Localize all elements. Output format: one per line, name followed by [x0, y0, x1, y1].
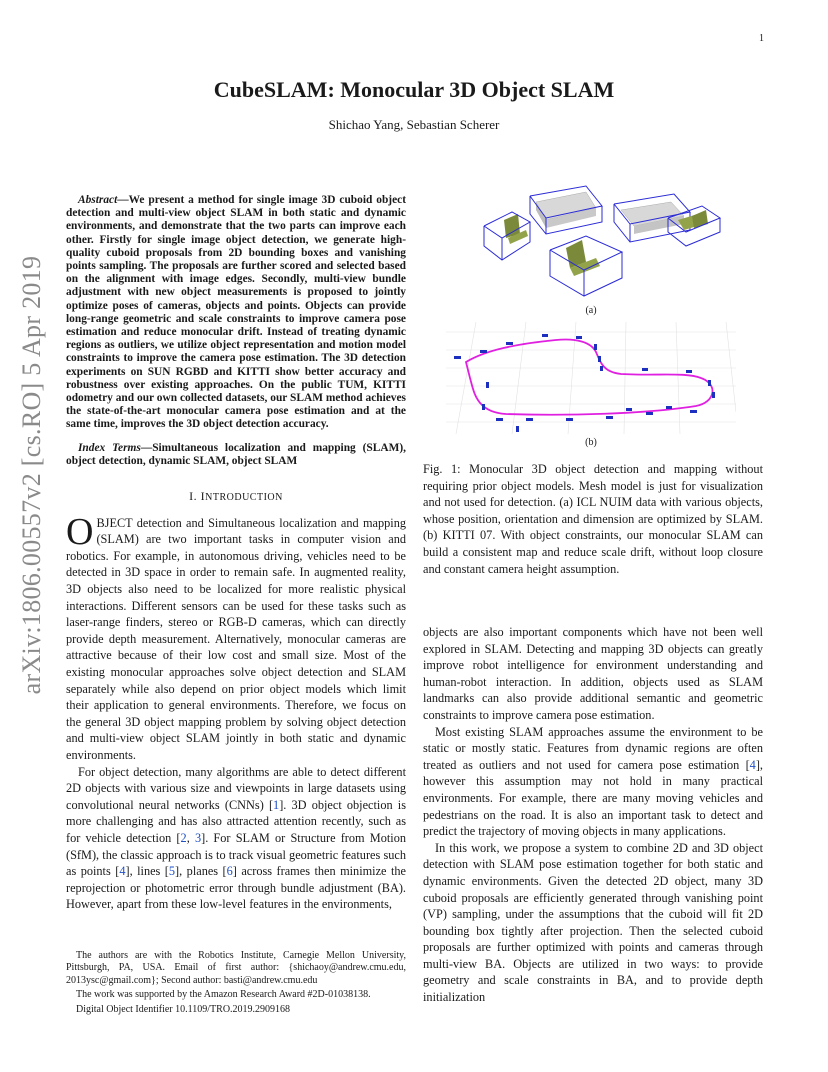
- footnotes: [66, 950, 406, 1018]
- index-terms-label: Index Terms: [78, 441, 141, 454]
- camera-trajectory: [466, 340, 712, 415]
- text-run: ] across frames then minimize the reprojection or photometric error through bundle adjustment (BA). However, apart from these low-level features in the environments,: [66, 864, 406, 912]
- text-run: For object detection, many algorithms are able to detect different 2D objects with various size and viewpoints in large datasets using convolutional neural networks (CNNs) [: [66, 764, 406, 812]
- right-column: [423, 624, 763, 1006]
- sofa-cuboid-1: [530, 186, 602, 234]
- chair-cuboid-2: [550, 236, 622, 296]
- arxiv-stamp: arXiv:1806.00557v2 [cs.RO] 5 Apr 2019: [17, 255, 46, 695]
- section-first-letter: I: [200, 489, 206, 504]
- citation-link[interactable]: 2: [180, 830, 187, 845]
- paper-authors: Shichao Yang, Sebastian Scherer: [328, 117, 500, 132]
- right-paragraph-2: [423, 724, 763, 840]
- intro-paragraph-2: [66, 764, 406, 913]
- left-column: [66, 194, 406, 913]
- dropcap: O: [66, 510, 94, 553]
- right-paragraph-3: In this work, we propose a system to combine 2D and 3D object detection with SLAM pose estimation together for both static and dynamic environments. Given the detected 2D object, many 3D cuboid proposals are efficiently generated through vanishing point (VP) sampling, under the assumptions that the cuboid will fit 2D bounding box tightly after projection. Then the selected cuboid proposals are further optimized with points and cameras through multi-view BA. Objects are utilized in two ways: to provide geometry and scale constraints in BA, and to provide depth initialization: [423, 840, 763, 1005]
- citation-link[interactable]: 4: [749, 757, 756, 772]
- text-run: ], lines [: [125, 864, 169, 879]
- footnote-doi: Digital Object Identifier 10.1109/TRO.2019.2909168: [76, 1003, 291, 1015]
- object-markers: [454, 334, 715, 432]
- figure-1b-label: (b): [585, 437, 597, 448]
- text-run: Most existing SLAM approaches assume the environment to be static or mostly static. Features from dynamic regions are often treated as outliers and not used for camera pose estimation [: [423, 724, 763, 772]
- citation-link[interactable]: 4: [119, 864, 126, 879]
- citation-link[interactable]: 3: [194, 830, 202, 845]
- citation-link[interactable]: 5: [168, 864, 176, 879]
- text-run: ]. For SLAM or Structure from Motion (SfM), the classic approach is to track visual geometric features such as points [: [66, 830, 406, 879]
- text-run: ], however this assumption may not hold in many practical environments. For example, there are many moving vehicles and pedestrians on the road. It is also an important task to detect and predict the trajectory of moving objects in many applications.: [423, 757, 763, 839]
- figure-1a-icl-nuim-objects: [446, 180, 736, 305]
- sofa-cuboid-2: [614, 194, 690, 242]
- ground-grid: [446, 322, 736, 434]
- page-number: 1: [759, 33, 764, 44]
- citation-link[interactable]: 1: [273, 797, 280, 812]
- section-numeral: I.: [189, 489, 198, 504]
- right-paragraph-1: objects are also important components which have not been well explored in SLAM. Detecting and mapping 3D objects can greatly improve robot intelligence for environment understanding and human-robot interaction. In addition, objects used as SLAM landmarks can also provide additional semantic and geometric constraints to improve camera pose estimation.: [423, 625, 763, 722]
- text-run: ], planes [: [175, 864, 227, 879]
- section-heading-introduction: [66, 488, 406, 507]
- chair-cuboid-1: [484, 212, 530, 260]
- intro-p1-text: BJECT detection and Simultaneous localization and mapping (SLAM) are two important tasks in computer vision and robotics. For example, in autonomous driving, vehicles need to be detected in 3D space in order to remain safe. In augmented reality, 3D objects also need to be localized for more realistic physical interactions. Different sensors can be used for these tasks such as laser-range finders, stereo or RGB-D cameras, which can directly provide depth measurement. Alternatively, monocular cameras are attractive because of their low cost and small size. Most of the existing monocular approaches solve object detection and SLAM separately while also depend on prior object models which limit their application to general environments. Therefore, we focus on the general 3D object mapping problem by solving object detection and multi-view object SLAM jointly in both static and dynamic environments.: [66, 515, 406, 762]
- abstract: [66, 194, 406, 432]
- text-run: ]. 3D object objection is more challenging and has also attracted attention recently, such as for vehicle detection [: [66, 797, 406, 845]
- footnote-funding: The work was supported by the Amazon Research Award #2D-01038138.: [76, 989, 371, 1001]
- text-run: ,: [186, 830, 195, 845]
- index-terms: [66, 442, 406, 468]
- citation-link[interactable]: 6: [226, 864, 233, 879]
- abstract-label: Abstract: [78, 194, 118, 206]
- footnote-affiliation: The authors are with the Robotics Institute, Carnegie Mellon University, Pittsburgh, PA, USA. Email of first author: {shichaoy@andrew.cmu.edu, 2013ysc@gmail.com}; Second author: basti@andrew.cmu.edu: [66, 950, 406, 986]
- figure-1a-label: (a): [585, 305, 597, 316]
- index-terms-text: —Simultaneous localization and mapping (SLAM), object detection, dynamic SLAM, object SLAM: [66, 441, 406, 467]
- paper-title: CubeSLAM: Monocular 3D Object SLAM: [213, 77, 615, 102]
- section-rest: NTRODUCTION: [205, 492, 283, 504]
- figure-1-caption: Fig. 1: Monocular 3D object detection and mapping without requiring prior object models. Mesh model is just for visualization and not used for detection. (a) ICL NUIM data with various objects, whose position, orientation and dimension are optimized by SLAM. (b) KITTI 07. With object constraints, our monocular SLAM can build a consistent map and reduce scale drift, without loop closure and constant camera height assumption.: [423, 462, 763, 576]
- figure-1b-kitti-trajectory: [446, 322, 736, 434]
- abstract-text: —We present a method for single image 3D cuboid object detection and multi-view object SLAM in both static and dynamic environments, and demonstrate that the two parts can improve each other. Firstly for single image object detection, we generate high-quality cuboid proposals from 2D bounding boxes and vanishing points sampling. The proposals are further scored and selected based on the alignment with image edges. Secondly, multi-view bundle adjustment with new object measurements is proposed to jointly optimize poses of cameras, objects and points. Objects can provide long-range geometric and scale constraints to improve camera pose estimation and reduce monocular drift. Instead of treating dynamic regions as outliers, we utilize object representation and motion model constraints to improve the camera pose estimation. The 3D detection experiments on SUN RGBD and KITTI show better accuracy and robustness over existing approaches. On the public TUM, KITTI odometry and our own collected datasets, our SLAM method achieves the state-of-the-art monocular camera pose estimation and at the same time, improves the 3D object detection accuracy.: [66, 194, 406, 431]
- intro-paragraph-1: [66, 510, 406, 764]
